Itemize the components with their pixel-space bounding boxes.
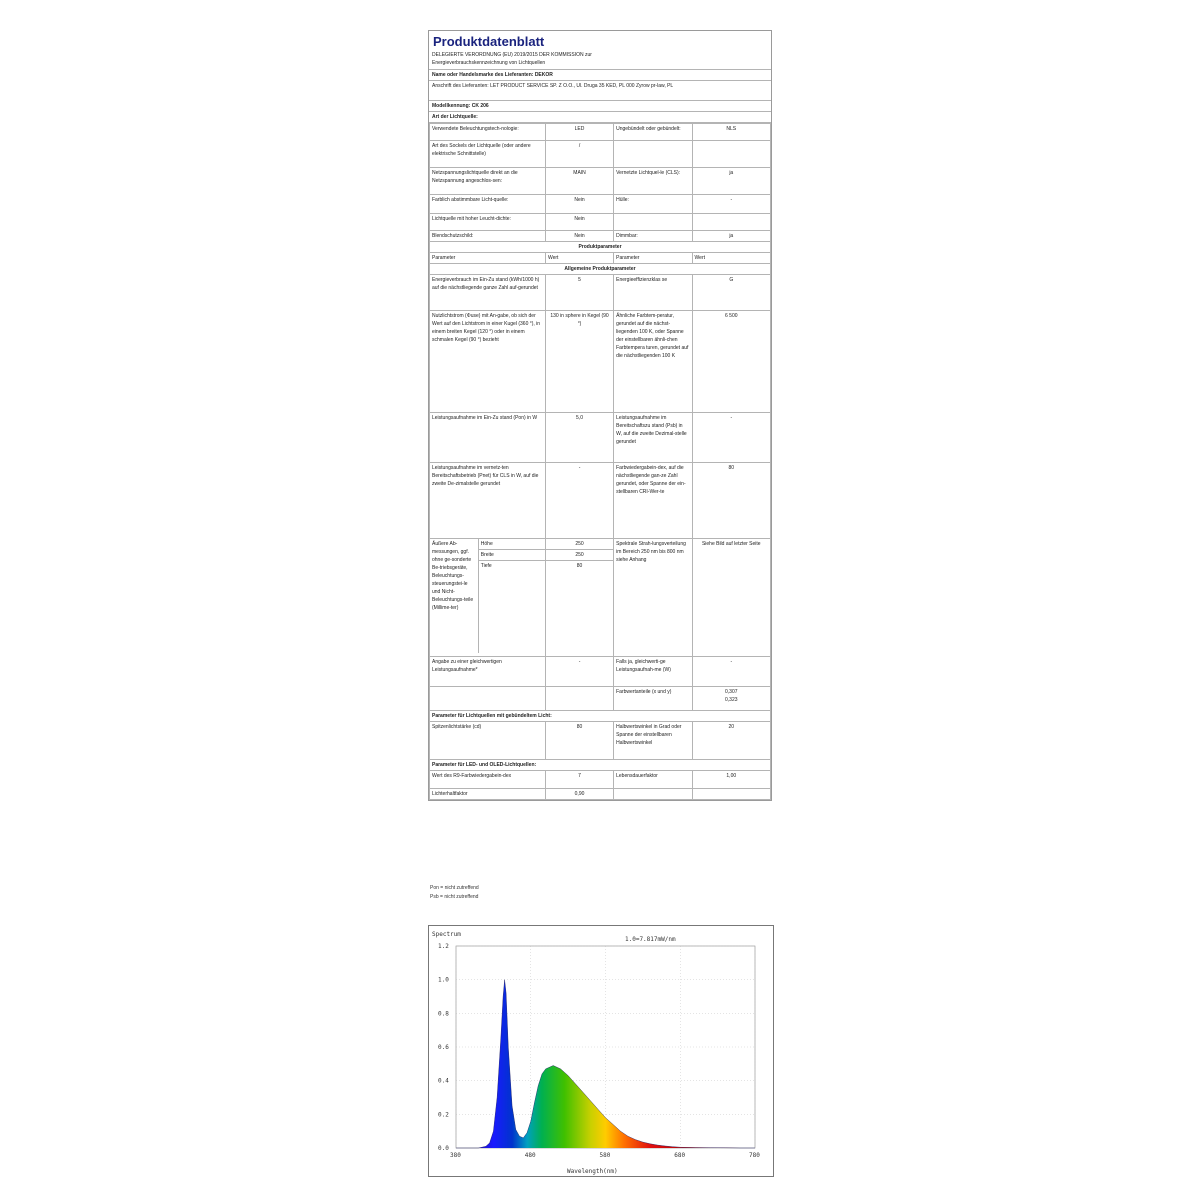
y-tick-label: 1.0 [438, 976, 449, 984]
supplier-address: Anschrift des Lieferanten: LET PRODUCT SERVICE SP. Z O.O., Ul. Druga 35 KED, PL 000 Zyrow pr-law, PL [429, 81, 771, 101]
dimensions-cell [430, 539, 546, 657]
general-row-0-c1: Energieverbrauch im Ein-Zu stand (kWh/1000 h) auf die nächstliegende ganze Zahl auf-gerundet [430, 275, 546, 311]
empty-cell [430, 687, 546, 711]
type-row-3-c4: - [692, 195, 770, 214]
peak-intensity-value: 80 [545, 722, 613, 760]
type-row-2-c3: Vernetzte Lichtquel-le (CLS): [614, 168, 692, 195]
subtitle-line-1: DELEGIERTE VERORDNUNG (EU) 2019/2015 DER KOMMISSION zur [432, 52, 592, 58]
model-identifier: Modellkennung: CK 206 [429, 101, 771, 112]
type-row-3-c1: Farblich abstimmbare Licht-quelle: [430, 195, 546, 214]
type-row-4-c1: Lichtquelle mit hoher Leucht-dichte: [430, 214, 546, 231]
dimension-depth-value: 80 [576, 563, 583, 569]
subtitle-line-2: Energieverbrauchskennzeichnung von Lichtquellen [432, 60, 546, 66]
chromaticity-x: 0,307 [725, 689, 738, 695]
general-row-2-c3: Leistungsaufnahme im Bereitschaftszu stand (Psb) in W, auf die zweite Dezimal-stelle gerundet [614, 413, 692, 463]
spectrum-svg [429, 926, 773, 1176]
type-row-5-c4: ja [692, 231, 770, 242]
r9-label: Wert des R9-Farbwiedergabein-dex [430, 771, 546, 789]
chart-xlabel: Wavelength(nm) [567, 1168, 618, 1175]
y-tick-label: 0.8 [438, 1010, 449, 1018]
datasheet-title: Produktdatenblatt [433, 34, 545, 49]
col-header-value-2: Wert [692, 253, 770, 264]
lumen-maintenance-label: Lichterhaltfaktor [430, 789, 546, 800]
survival-factor-label: Lebensdauerfaktor [614, 771, 692, 789]
type-row-0-c1: Verwendete Beleuchtungstech-nologie: [430, 124, 546, 141]
col-header-value-1: Wert [545, 253, 613, 264]
lumen-maintenance-value: 0,90 [545, 789, 613, 800]
general-row-0-c4: G [692, 275, 770, 311]
dimensions-values-cell [545, 539, 613, 657]
type-row-5-c1: Blendschutzschild: [430, 231, 546, 242]
beam-angle-value: 20 [692, 722, 770, 760]
general-row-1-c4: 6 500 [692, 311, 770, 413]
general-row-3-c3: Farbwiedergabein-dex, auf die nächstliegende gan-ze Zahl gerundet, oder Spanne der ein-stellbaren CRI-Wer-te [614, 463, 692, 539]
type-row-2-c1: Netzspannungslichtquelle direkt an die Netzspannung angeschlos-sen: [430, 168, 546, 195]
y-tick-label: 0.6 [438, 1044, 449, 1051]
type-row-5-c3: Dimmbar: [614, 231, 692, 242]
product-params-header: Produktparameter [430, 242, 771, 253]
type-row-1-c4 [692, 141, 770, 168]
chromaticity-y: 0,323 [725, 697, 738, 703]
r9-value: 7 [545, 771, 613, 789]
type-row-2-c2: MAIN [545, 168, 613, 195]
y-tick-label: 0.2 [438, 1111, 449, 1119]
x-tick-label: 380 [450, 1152, 461, 1159]
datasheet-subtitle [429, 51, 771, 70]
type-row-1-c3 [614, 141, 692, 168]
x-tick-label: 680 [674, 1152, 686, 1159]
equivalent-power-label: Angabe zu einer gleichwertigen Leistungsaufnahme* [430, 657, 546, 687]
type-row-5-c2: Nein [545, 231, 613, 242]
type-row-3-c2: Nein [545, 195, 613, 214]
type-row-0-c4: NLS [692, 124, 770, 141]
footnotes [430, 884, 479, 902]
beam-angle-label: Halbwertswinkel in Grad oder Spanne der einstellbaren Halbwertswinkel [614, 722, 692, 760]
empty-cell [692, 789, 770, 800]
general-row-3-c1: Leistungsaufnahme im vernetz-ten Bereitschaftsbetrieb (Pnet) für CLS in W, auf die zweite De-zimalstelle gerundet [430, 463, 546, 539]
general-row-2-c2: 5,0 [545, 413, 613, 463]
type-row-1-c2: / [545, 141, 613, 168]
survival-factor-value: 1,00 [692, 771, 770, 789]
spectrum-chart [428, 925, 774, 1177]
dimension-width-label: Breite [479, 550, 545, 561]
y-tick-label: 0.0 [438, 1145, 449, 1152]
directional-params-header: Parameter für Lichtquellen mit gebündeltem Licht: [430, 711, 771, 722]
led-oled-params-header: Parameter für LED- und OLED-Lichtquellen: [430, 760, 771, 771]
x-tick-label: 580 [599, 1152, 611, 1159]
general-row-1-c1: Nutzlichtstrom (Φuse) mit An-gabe, ob sich der Wert auf den Lichtstrom in einer Kugel (360 °), in einem breiten Kegel (120 °) oder in einem schmalen Kegel (90 °) bezieht [430, 311, 546, 413]
chromaticity-label: Farbwertanteile (x und y) [614, 687, 692, 711]
general-row-0-c2: 5 [545, 275, 613, 311]
product-datasheet [428, 30, 772, 801]
general-row-2-c4: - [692, 413, 770, 463]
chart-title: 1.0=7.817mW/nm [625, 936, 676, 943]
y-tick-label: 0.4 [438, 1077, 449, 1085]
footnote-pon: Pon = nicht zutreffend [430, 885, 479, 891]
general-row-1-c2: 130 in sphere in Kegel (90 °) [545, 311, 613, 413]
spectral-distribution-label: Spektrale Strah-lungsverteilung im Bereich 250 nm bis 800 nm siehe Anhang [614, 539, 692, 657]
general-row-0-c3: Energieeffizienzklas se [614, 275, 692, 311]
spectral-distribution-value: Siehe Bild auf letzter Seite [692, 539, 770, 657]
col-header-parameter-2: Parameter [614, 253, 692, 264]
footnote-psb: Psb = nicht zutreffend [430, 894, 479, 900]
light-source-type-table [429, 123, 771, 800]
y-tick-label: 1.2 [438, 943, 449, 950]
dimension-depth-label: Tiefe [480, 563, 492, 569]
type-row-1-c1: Art des Sockels der Lichtquelle (oder andere elektrische Schnittstelle) [430, 141, 546, 168]
x-tick-label: 480 [524, 1152, 536, 1159]
general-row-3-c2: - [545, 463, 613, 539]
empty-cell [545, 687, 613, 711]
equivalent-claim-value: - [692, 657, 770, 687]
type-row-3-c3: Hülle: [614, 195, 692, 214]
type-row-0-c3: Ungebündelt oder gebündelt: [614, 124, 692, 141]
x-tick-label: 780 [749, 1152, 760, 1159]
general-row-1-c3: Ähnliche Farbtem-peratur, gerundet auf die nächst-liegenden 100 K, oder Spanne der einstellbaren ähnli-chen Farbtempera turen, gerundet auf die nächstliegenden 100 K [614, 311, 692, 413]
empty-cell [614, 789, 692, 800]
general-row-3-c4: 80 [692, 463, 770, 539]
general-params-header: Allgemeine Produktparameter [430, 264, 771, 275]
chart-ylabel: Spectrum [432, 931, 461, 938]
equivalent-claim-label: Falls ja, gleichwerti-ge Leistungsaufnah-me (W) [614, 657, 692, 687]
peak-intensity-label: Spitzenlichtstärke (cd) [430, 722, 546, 760]
col-header-parameter-1: Parameter [430, 253, 546, 264]
type-row-0-c2: LED [545, 124, 613, 141]
dimension-height-label: Höhe [479, 539, 545, 550]
equivalent-power-value: - [545, 657, 613, 687]
light-source-type-header: Art der Lichtquelle: [429, 112, 771, 123]
dimensions-label: Äußere Ab-messungen, ggf. ohne ge-sonderte Be-triebsgeräte, Beleuchtungs-steuerungstei-le und Nicht-Beleuchtungs-teile (Millime-ter) [430, 539, 478, 653]
type-row-4-c3 [614, 214, 692, 231]
dimension-height-value: 250 [546, 539, 613, 550]
supplier-name: Name oder Handelsmarke des Lieferanten: DEKOR [429, 70, 771, 81]
dimension-width-value: 250 [546, 550, 613, 561]
chromaticity-values [692, 687, 770, 711]
type-row-4-c4 [692, 214, 770, 231]
type-row-4-c2: Nein [545, 214, 613, 231]
general-row-2-c1: Leistungsaufnahme im Ein-Zu stand (Pon) in W [430, 413, 546, 463]
type-row-2-c4: ja [692, 168, 770, 195]
